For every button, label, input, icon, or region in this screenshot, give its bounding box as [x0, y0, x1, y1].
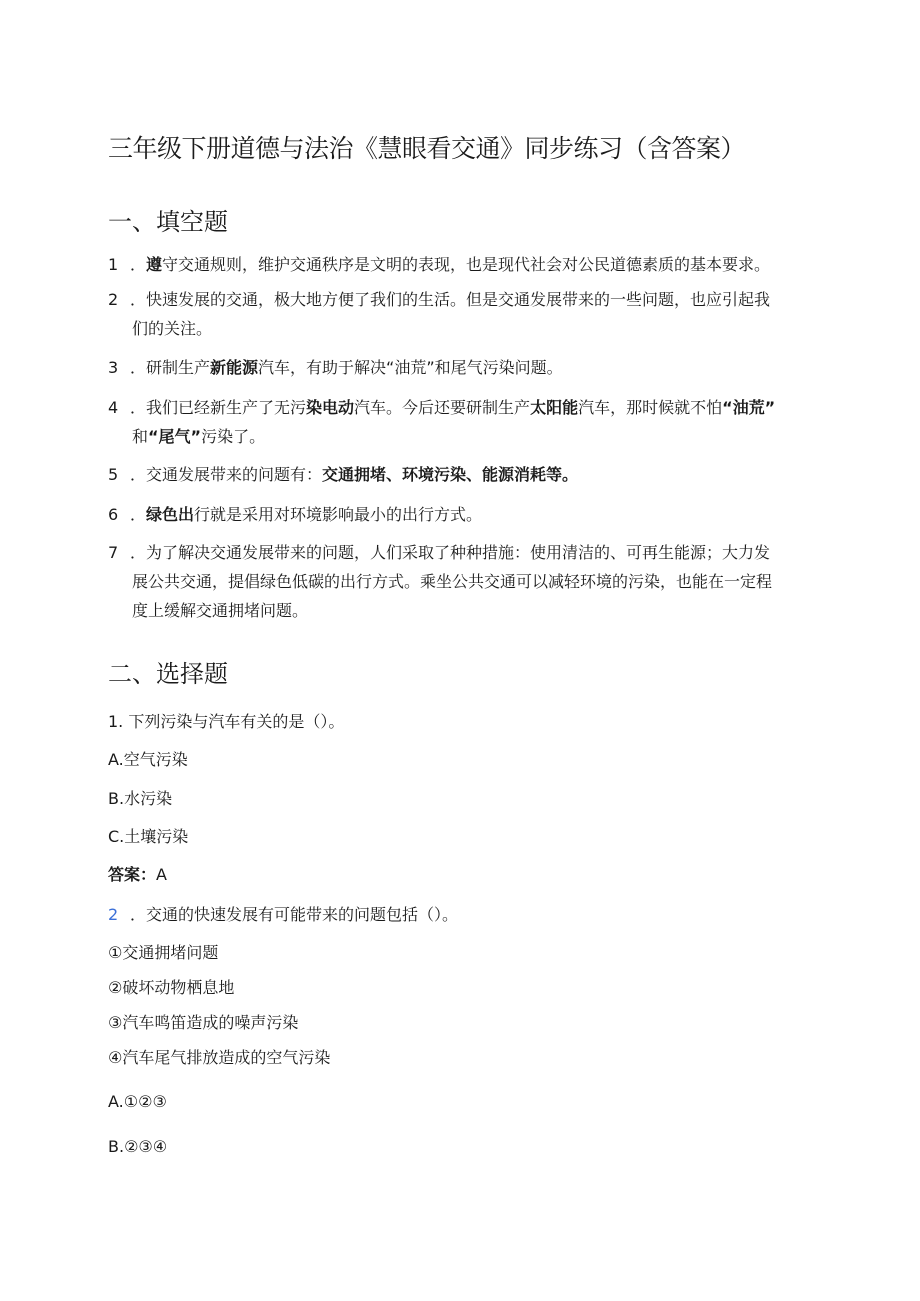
fill-blank-item-6: 6 ．绿色出行就是采用对环境影响最小的出行方式。 — [108, 505, 483, 524]
section-heading-fill-blank: 一、填空题 — [108, 208, 228, 236]
choice-q1-option-b: B.水污染 — [108, 789, 173, 808]
fill-blank-item-2: 2 ．快速发展的交通，极大地方便了我们的生活。但是交通发展带来的一些问题，也应引起我 们的关注。 — [108, 290, 771, 338]
fill-blank-item-3: 3 ．研制生产新能源汽车，有助于解决“油荒”和尾气污染问题。 — [108, 358, 563, 377]
choice-q2-statement-1: ①交通拥堵问题 — [108, 943, 219, 962]
choice-q2-statement-2: ②破坏动物栖息地 — [108, 978, 235, 997]
fill-blank-item-7: 7 ．为了解决交通发展带来的问题，人们采取了种种措施：使用清洁的、可再生能源；大力发 展公共交通，提倡绿色低碳的出行方式。乘坐公共交通可以减轻环境的污染，也能在一定程 度上缓解交通拥堵问题。 — [108, 543, 773, 620]
fill-blank-item-5: 5 ．交通发展带来的问题有：交通拥堵、环境污染、能源消耗等。 — [108, 465, 579, 484]
choice-q1-answer: 答案：A — [108, 865, 167, 884]
choice-q1-stem: 1. 下列污染与汽车有关的是（）。 — [108, 712, 345, 731]
document-title: 三年级下册道德与法治《慧眼看交通》同步练习（含答案） — [108, 134, 746, 163]
choice-q2-stem: 2 ．交通的快速发展有可能带来的问题包括（）。 — [108, 905, 459, 924]
fill-blank-item-4: 4 ．我们已经新生产了无污染电动汽车。今后还要研制生产太阳能汽车，那时候就不怕“油荒” 和“尾气”污染了。 — [108, 398, 776, 446]
fill-blank-item-1: 1 ．遵守交通规则，维护交通秩序是文明的表现，也是现代社会对公民道德素质的基本要求。 — [108, 255, 771, 274]
choice-q1-option-c: C.土壤污染 — [108, 827, 189, 846]
section-heading-multiple-choice: 二、选择题 — [108, 660, 228, 688]
choice-q2-option-b: B.②③④ — [108, 1137, 168, 1156]
choice-q1-option-a: A.空气污染 — [108, 750, 188, 769]
choice-q2-option-a: A.①②③ — [108, 1092, 167, 1111]
choice-q2-statement-4: ④汽车尾气排放造成的空气污染 — [108, 1048, 331, 1067]
choice-q2-statement-3: ③汽车鸣笛造成的噪声污染 — [108, 1013, 299, 1032]
